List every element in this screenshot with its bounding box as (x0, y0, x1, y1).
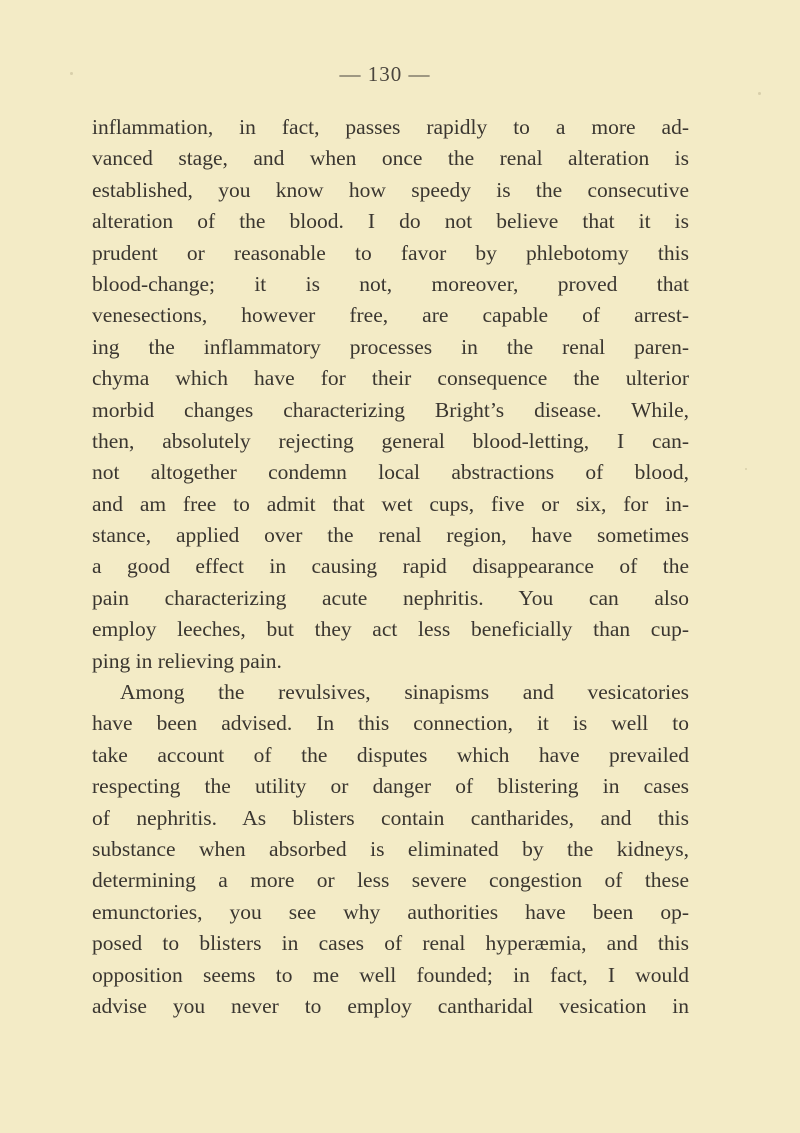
text-line: respecting the utility or danger of blistering in cases (92, 774, 689, 799)
text-line: ing the inflammatory processes in the renal paren- (92, 334, 689, 359)
text-line: emunctories, you see why authorities have been op- (92, 899, 689, 924)
text-line: pain characterizing acute nephritis. You can also (92, 585, 689, 610)
text-line: chyma which have for their consequence the ulterior (92, 366, 689, 391)
text-line: substance when absorbed is eliminated by the kidneys, (92, 836, 689, 861)
text-line: morbid changes characterizing Bright’s disease. While, (92, 397, 689, 422)
text-line: ping in relieving pain. (92, 648, 282, 673)
page-number: — 130 — (339, 62, 431, 86)
text-line: determining a more or less severe congestion of these (92, 868, 689, 893)
text-line: and am free to admit that wet cups, five or six, for in- (92, 491, 689, 516)
text-line: prudent or reasonable to favor by phlebotomy this (92, 240, 689, 265)
text-line: advise you never to employ cantharidal vesication in (92, 993, 689, 1018)
text-line: posed to blisters in cases of renal hyperæmia, and this (92, 931, 689, 956)
text-line: established, you know how speedy is the consecutive (92, 177, 689, 202)
paper-speck (758, 92, 761, 95)
text-line: a good effect in causing rapid disappearance of the (92, 554, 689, 579)
text-line: employ leeches, but they act less beneficially than cup- (92, 617, 689, 642)
body-text (92, 112, 689, 1022)
text-line: then, absolutely rejecting general blood-letting, I can- (92, 428, 689, 453)
text-line: alteration of the blood. I do not believe that it is (92, 209, 689, 234)
text-line-paragraph-start: Among the revulsives, sinapisms and vesicatories (120, 680, 689, 705)
text-line: stance, applied over the renal region, have sometimes (92, 523, 689, 548)
text-line: blood-change; it is not, moreover, proved that (92, 271, 689, 296)
text-line: venesections, however free, are capable of arrest- (92, 303, 689, 328)
text-line: not altogether condemn local abstractions of blood, (92, 460, 689, 485)
text-line: have been advised. In this connection, it is well to (92, 711, 689, 736)
text-line: of nephritis. As blisters contain cantharides, and this (92, 805, 689, 830)
text-line: opposition seems to me well founded; in fact, I would (92, 962, 689, 987)
paper-speck (745, 468, 747, 470)
text-line: take account of the disputes which have prevailed (92, 742, 689, 767)
text-line: vanced stage, and when once the renal alteration is (92, 146, 689, 171)
text-line: inflammation, in fact, passes rapidly to a more ad- (92, 115, 689, 139)
